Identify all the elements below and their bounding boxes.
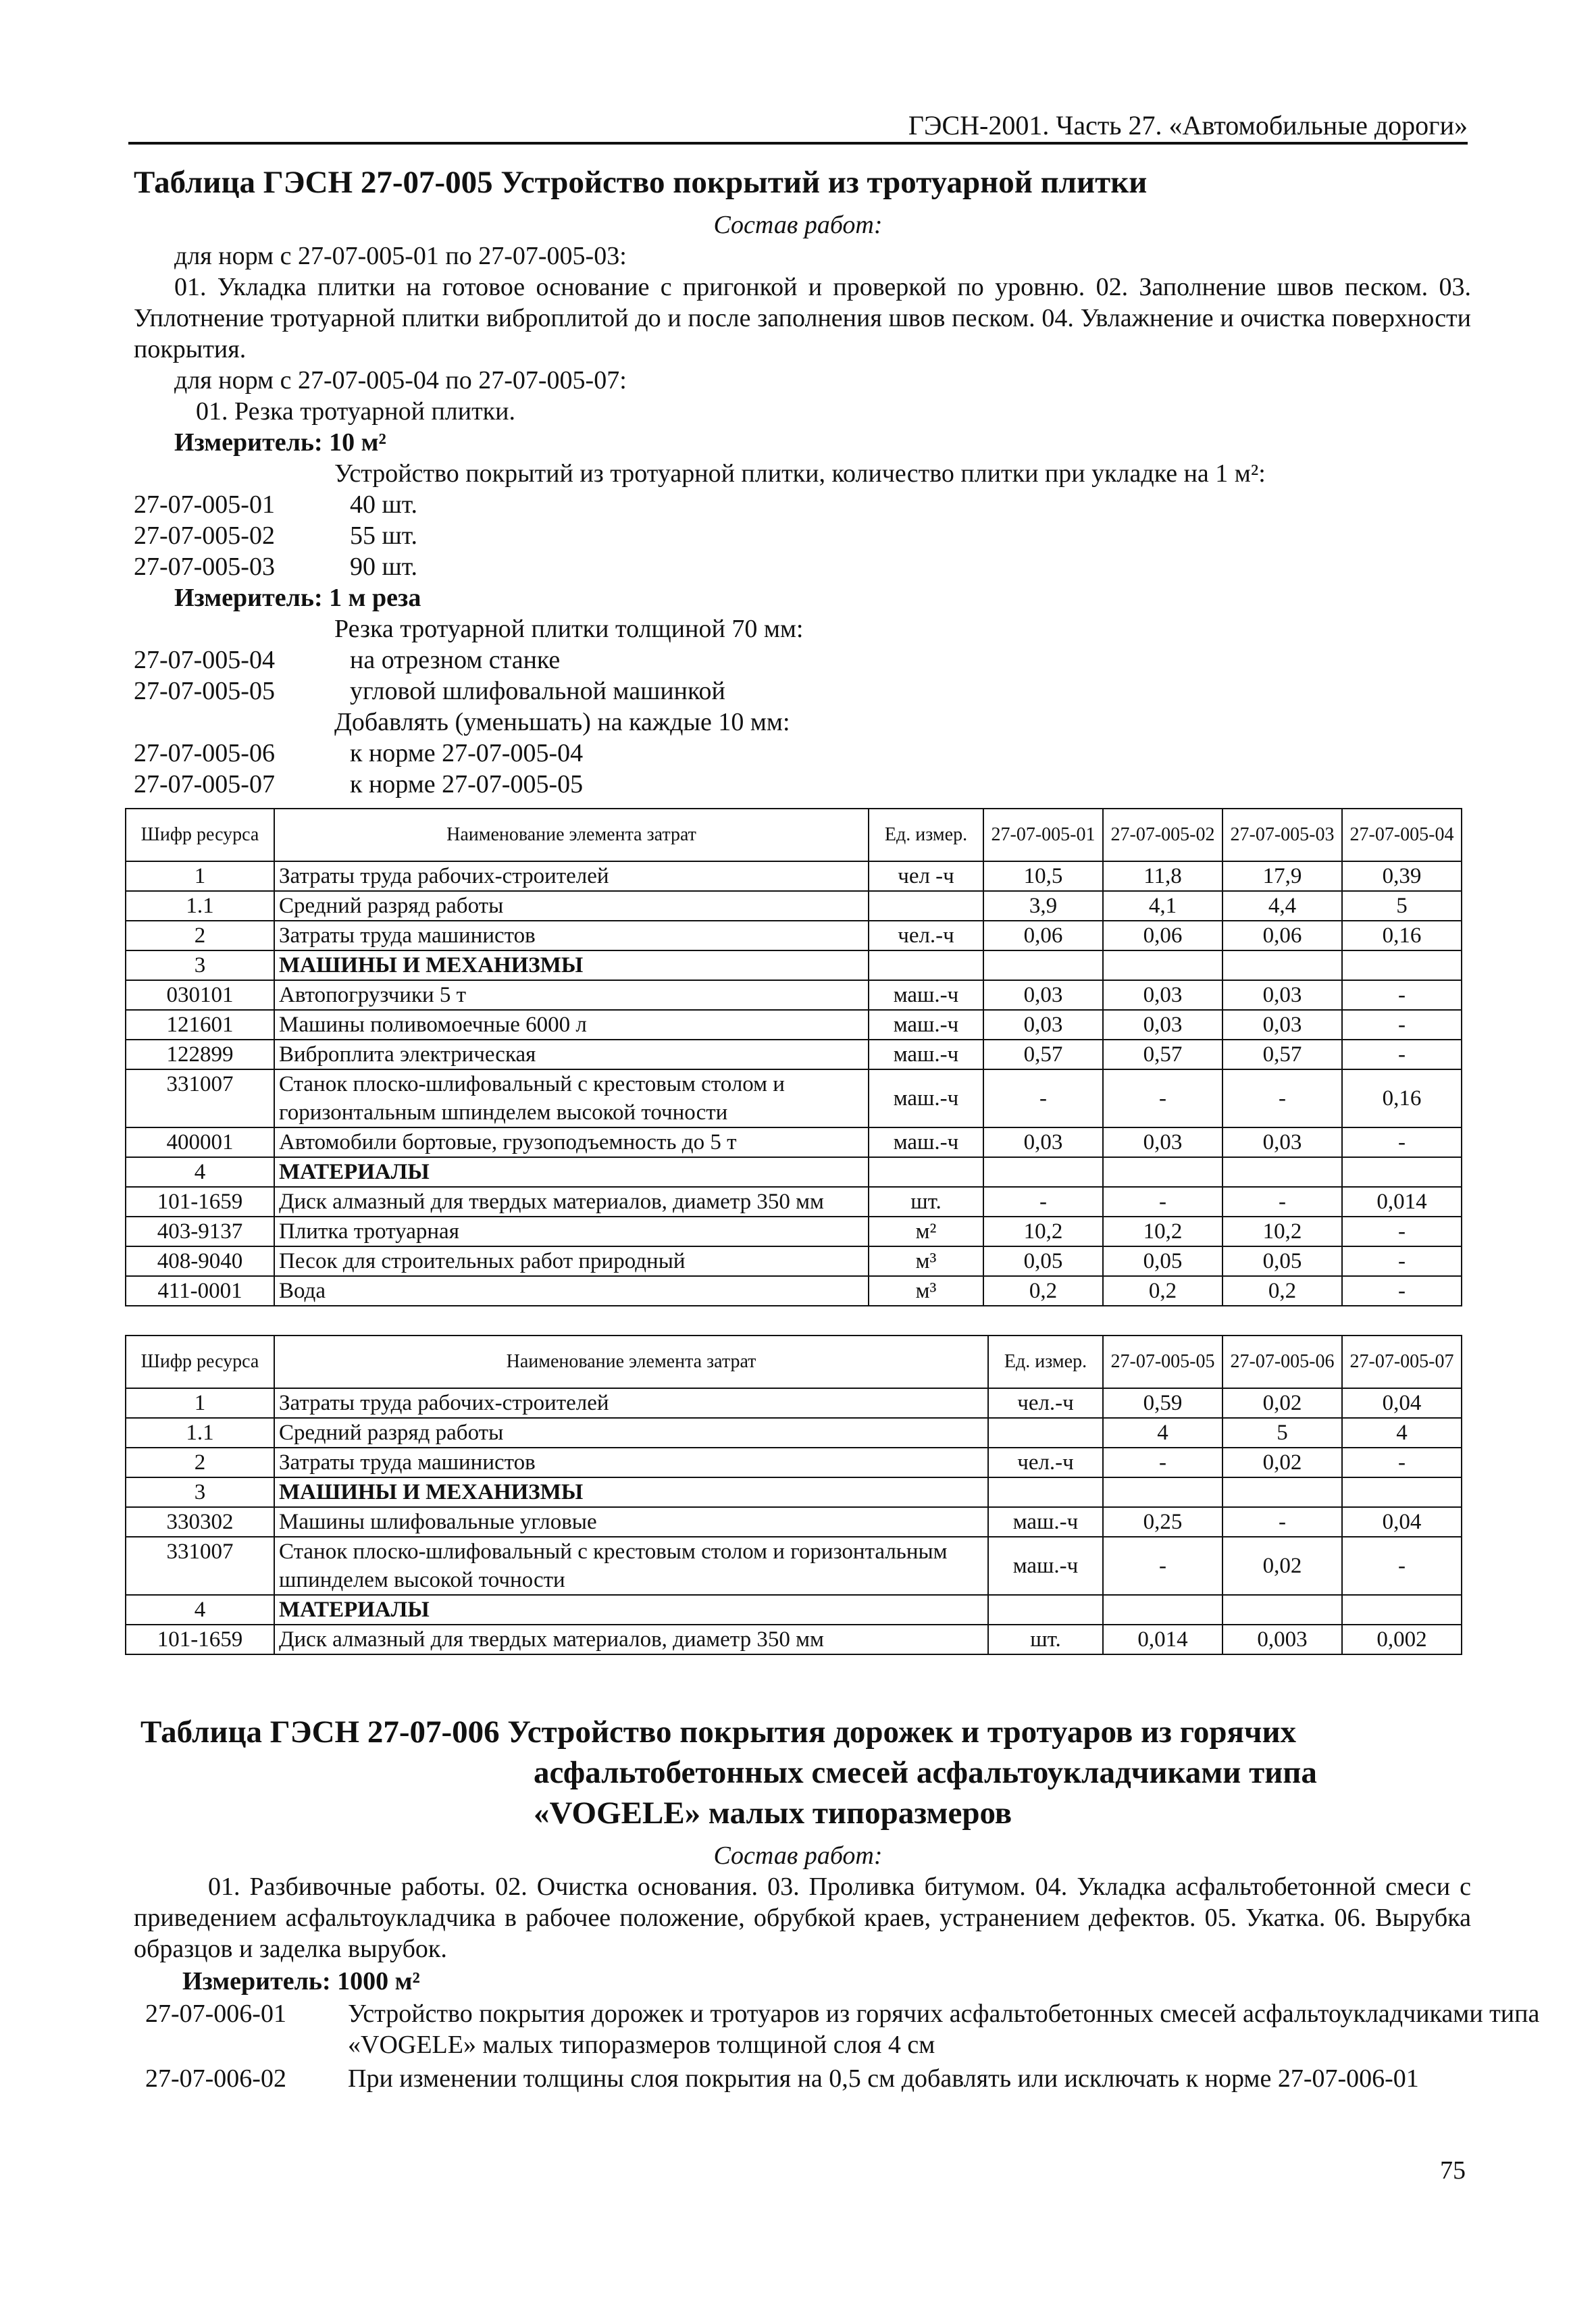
cell-code: 1	[126, 861, 274, 891]
cell-value: 10,2	[1103, 1217, 1222, 1246]
cell-value: 4,1	[1103, 891, 1222, 921]
norm-code: 27-07-005-03	[134, 553, 275, 581]
cell-code: 411-0001	[126, 1276, 274, 1306]
header-unit: Ед. измер.	[869, 809, 983, 861]
cell-code: 330302	[126, 1507, 274, 1537]
cell-value: 10,5	[983, 861, 1103, 891]
cell-unit	[869, 1157, 983, 1187]
header-norm: 27-07-005-01	[983, 809, 1103, 861]
cell-value: 0,2	[1103, 1276, 1222, 1306]
cell-name: Машины шлифовальные угловые	[274, 1507, 988, 1537]
norm-description: При изменении толщины слоя покрытия на 0,5 см добавлять или исключать к норме 27-07-006-01	[348, 2064, 1419, 2093]
cell-value: 0,03	[1103, 1010, 1222, 1040]
section-title-006-line3: «VOGELE» малых типоразмеров	[534, 1796, 1012, 1831]
table-body	[126, 1388, 1462, 1654]
header-norm: 27-07-005-05	[1103, 1336, 1222, 1388]
cell-value: -	[1342, 1010, 1462, 1040]
work-composition-caption: Состав работ:	[713, 1841, 883, 1870]
cell-value: 0,03	[1222, 1010, 1342, 1040]
cell-value: 3,9	[983, 891, 1103, 921]
cell-code: 121601	[126, 1010, 274, 1040]
cell-value	[1222, 1157, 1342, 1187]
table-row	[126, 1157, 1462, 1187]
cell-name: МАТЕРИАЛЫ	[274, 1157, 869, 1187]
cell-value: 0,02	[1222, 1537, 1342, 1595]
running-header: ГЭСН-2001. Часть 27. «Автомобильные дороги»	[908, 110, 1468, 141]
table-row	[126, 950, 1462, 980]
cell-code: 408-9040	[126, 1246, 274, 1276]
cell-unit: маш.-ч	[988, 1507, 1103, 1537]
norm-group-2-title: Резка тротуарной плитки толщиной 70 мм:	[334, 615, 804, 643]
cell-value: 0,2	[1222, 1276, 1342, 1306]
table-row	[126, 1595, 1462, 1625]
norms-range-a: для норм с 27-07-005-01 по 27-07-005-03:	[174, 242, 627, 270]
cell-value: 10,2	[1222, 1217, 1342, 1246]
norm-item	[145, 2063, 1596, 2131]
cell-code: 030101	[126, 980, 274, 1010]
table-row	[126, 891, 1462, 921]
cell-value: -	[1342, 980, 1462, 1010]
cell-name: Затраты труда машинистов	[274, 921, 869, 950]
cell-unit: маш.-ч	[988, 1537, 1103, 1595]
cell-value: 0,2	[983, 1276, 1103, 1306]
norm-description: 90 шт.	[350, 553, 418, 581]
norm-item	[134, 676, 725, 707]
cell-code: 331007	[126, 1069, 274, 1127]
cell-unit	[988, 1595, 1103, 1625]
cell-unit: чел.-ч	[869, 921, 983, 950]
cell-unit	[869, 891, 983, 921]
table-row	[126, 1040, 1462, 1069]
cell-name: Затраты труда рабочих-строителей	[274, 1388, 988, 1418]
cell-name: Песок для строительных работ природный	[274, 1246, 869, 1276]
table-row	[126, 1625, 1462, 1654]
cell-code: 1	[126, 1388, 274, 1418]
header-code: Шифр ресурса	[126, 809, 274, 861]
cell-value: 0,39	[1342, 861, 1462, 891]
work-list-a: 01. Укладка плитки на готовое основание с пригонкой и проверкой по уровню. 02. Заполнение швов песком. 03. Уплотнение тротуарной плитки виброплитой до и после заполнения швов песком. 04. Увлажнение и очистка поверхности покрытия.	[134, 273, 1471, 363]
cell-value: -	[1222, 1187, 1342, 1217]
norm-code: 27-07-005-05	[134, 677, 275, 705]
cell-value	[1103, 1595, 1222, 1625]
cell-value: -	[1342, 1246, 1462, 1276]
header-norm: 27-07-005-06	[1222, 1336, 1342, 1388]
cell-name: Виброплита электрическая	[274, 1040, 869, 1069]
page-number: 75	[1440, 2156, 1466, 2185]
norm-description: угловой шлифовальной машинкой	[350, 677, 725, 705]
cell-value: 0,16	[1342, 1069, 1462, 1127]
cell-value: 0,03	[1103, 980, 1222, 1010]
cell-value	[1103, 950, 1222, 980]
cell-value: 0,05	[1222, 1246, 1342, 1276]
cell-value: 0,59	[1103, 1388, 1222, 1418]
table-row	[126, 1217, 1462, 1246]
cell-code: 1.1	[126, 1418, 274, 1448]
norm-item	[134, 551, 417, 582]
header-rule	[128, 142, 1468, 145]
cell-value: 17,9	[1222, 861, 1342, 891]
cell-value	[1342, 950, 1462, 980]
cell-value: -	[1342, 1127, 1462, 1157]
cell-unit: м³	[869, 1246, 983, 1276]
norm-code: 27-07-005-07	[134, 770, 275, 798]
norm-group-3-title: Добавлять (уменьшать) на каждые 10 мм:	[334, 708, 790, 736]
cell-code: 400001	[126, 1127, 274, 1157]
cell-code: 101-1659	[126, 1625, 274, 1654]
cell-unit: чел.-ч	[988, 1448, 1103, 1477]
cell-value: 11,8	[1103, 861, 1222, 891]
section-title-006-line2: асфальтобетонных смесей асфальтоукладчиками типа	[534, 1755, 1317, 1790]
cell-code: 4	[126, 1157, 274, 1187]
norm-description: на отрезном станке	[350, 646, 561, 674]
header-code: Шифр ресурса	[126, 1336, 274, 1388]
cell-value: -	[1342, 1276, 1462, 1306]
cell-value: 0,03	[983, 1127, 1103, 1157]
cell-code: 122899	[126, 1040, 274, 1069]
norm-description: к норме 27-07-005-04	[350, 739, 584, 767]
norm-code: 27-07-005-01	[134, 490, 275, 519]
table-row	[126, 1127, 1462, 1157]
cell-code: 1.1	[126, 891, 274, 921]
norm-code: 27-07-006-02	[145, 2064, 286, 2093]
table-row	[126, 1069, 1462, 1127]
cell-name: Средний разряд работы	[274, 1418, 988, 1448]
cell-value: -	[1342, 1448, 1462, 1477]
measure-unit-1: Измеритель: 10 м²	[174, 428, 386, 457]
norm-item	[134, 738, 583, 769]
cell-name: МАШИНЫ И МЕХАНИЗМЫ	[274, 1477, 988, 1507]
section-title-005: Таблица ГЭСН 27-07-005 Устройство покрытий из тротуарной плитки	[134, 165, 1148, 200]
cell-name: Средний разряд работы	[274, 891, 869, 921]
cell-value: 0,014	[1342, 1187, 1462, 1217]
work-list-006: 01. Разбивочные работы. 02. Очистка основания. 03. Проливка битумом. 04. Укладка асфальтобетонной смеси с приведением асфальтоукладчика в рабочее положение, обрубкой краев, устранением дефектов. 05. Укатка. 06. Вырубка образцов и заделка вырубок.	[134, 1873, 1471, 1963]
table-row	[126, 1448, 1462, 1477]
header-name: Наименование элемента затрат	[274, 1336, 988, 1388]
table-row	[126, 1477, 1462, 1507]
cell-value: 0,014	[1103, 1625, 1222, 1654]
table-row	[126, 921, 1462, 950]
cell-value: 0,05	[1103, 1246, 1222, 1276]
measure-unit-2: Измеритель: 1 м реза	[174, 584, 421, 612]
cell-unit: шт.	[869, 1187, 983, 1217]
work-list-b: 01. Резка тротуарной плитки.	[196, 397, 515, 426]
cell-unit: маш.-ч	[869, 1040, 983, 1069]
cell-unit: маш.-ч	[869, 1069, 983, 1127]
cell-unit	[988, 1418, 1103, 1448]
norm-item	[134, 520, 417, 551]
norms-range-b: для норм с 27-07-005-04 по 27-07-005-07:	[174, 366, 627, 395]
norm-item	[134, 769, 583, 800]
norm-description: к норме 27-07-005-05	[350, 770, 584, 798]
cell-value: 0,05	[983, 1246, 1103, 1276]
cell-value: -	[1103, 1448, 1222, 1477]
cell-value: 0,03	[983, 980, 1103, 1010]
table-row	[126, 1418, 1462, 1448]
cell-value: -	[983, 1069, 1103, 1127]
cell-value	[1103, 1157, 1222, 1187]
cell-name: Станок плоско-шлифовальный с крестовым столом и горизонтальным шпинделем высокой точности	[274, 1537, 988, 1595]
cell-value: 5	[1222, 1418, 1342, 1448]
cell-value: 0,06	[983, 921, 1103, 950]
cell-value: 0,06	[1103, 921, 1222, 950]
cell-value: 0,16	[1342, 921, 1462, 950]
norm-description: Устройство покрытия дорожек и тротуаров из горячих асфальтобетонных смесей асфальтоукладчиками типа «VOGELE» малых типоразмеров толщиной слоя 4 см	[348, 2000, 1540, 2059]
table-row	[126, 1187, 1462, 1217]
cell-value	[1342, 1595, 1462, 1625]
cell-value: 0,003	[1222, 1625, 1342, 1654]
norm-code: 27-07-006-01	[145, 2000, 286, 2028]
cell-code: 2	[126, 921, 274, 950]
cell-value: -	[1342, 1040, 1462, 1069]
table-header-row	[126, 809, 1462, 861]
cell-code: 403-9137	[126, 1217, 274, 1246]
cell-value: 4	[1103, 1418, 1222, 1448]
cell-value	[1103, 1477, 1222, 1507]
table-row	[126, 1388, 1462, 1418]
cell-name: Диск алмазный для твердых материалов, диаметр 350 мм	[274, 1187, 869, 1217]
cell-value: 0,03	[983, 1010, 1103, 1040]
table-row	[126, 1537, 1462, 1595]
cell-unit: м²	[869, 1217, 983, 1246]
cell-value: 0,03	[1222, 980, 1342, 1010]
norm-description: 55 шт.	[350, 522, 418, 550]
header-norm: 27-07-005-04	[1342, 809, 1462, 861]
header-norm: 27-07-005-07	[1342, 1336, 1462, 1388]
cell-value: 0,57	[1103, 1040, 1222, 1069]
norm-item	[145, 1998, 1596, 2066]
cell-value: -	[1222, 1069, 1342, 1127]
cell-unit: чел -ч	[869, 861, 983, 891]
cell-value	[983, 950, 1103, 980]
cell-unit: чел.-ч	[988, 1388, 1103, 1418]
measure-unit-006: Измеритель: 1000 м²	[182, 1967, 420, 1996]
table-body	[126, 861, 1462, 1306]
cell-name: Диск алмазный для твердых материалов, диаметр 350 мм	[274, 1625, 988, 1654]
resource-table-2	[125, 1335, 1462, 1655]
cell-value: 0,04	[1342, 1388, 1462, 1418]
table-row	[126, 980, 1462, 1010]
cell-value: 10,2	[983, 1217, 1103, 1246]
cell-value	[1342, 1157, 1462, 1187]
cell-value: 0,02	[1222, 1448, 1342, 1477]
cell-name: Вода	[274, 1276, 869, 1306]
cell-name: Машины поливомоечные 6000 л	[274, 1010, 869, 1040]
cell-name: Затраты труда машинистов	[274, 1448, 988, 1477]
cell-unit: шт.	[988, 1625, 1103, 1654]
resource-table-1	[125, 808, 1462, 1306]
cell-value	[1342, 1477, 1462, 1507]
cell-value	[1222, 950, 1342, 980]
cell-code: 2	[126, 1448, 274, 1477]
cell-name: Автопогрузчики 5 т	[274, 980, 869, 1010]
cell-code: 101-1659	[126, 1187, 274, 1217]
cell-code: 3	[126, 1477, 274, 1507]
cell-value: 5	[1342, 891, 1462, 921]
cell-value: 0,002	[1342, 1625, 1462, 1654]
header-norm: 27-07-005-03	[1222, 809, 1342, 861]
table-row	[126, 1010, 1462, 1040]
table-row	[126, 861, 1462, 891]
norm-code: 27-07-005-02	[134, 522, 275, 550]
cell-value: 0,04	[1342, 1507, 1462, 1537]
cell-value: -	[1103, 1187, 1222, 1217]
cell-value: 0,57	[1222, 1040, 1342, 1069]
cell-name: Плитка тротуарная	[274, 1217, 869, 1246]
work-composition-caption: Состав работ:	[713, 211, 883, 239]
cell-value: 0,03	[1222, 1127, 1342, 1157]
cell-code: 4	[126, 1595, 274, 1625]
header-name: Наименование элемента затрат	[274, 809, 869, 861]
header-norm: 27-07-005-02	[1103, 809, 1222, 861]
cell-value: 4,4	[1222, 891, 1342, 921]
cell-name: МАШИНЫ И МЕХАНИЗМЫ	[274, 950, 869, 980]
cell-value: 0,02	[1222, 1388, 1342, 1418]
cell-value: -	[983, 1187, 1103, 1217]
norm-code: 27-07-005-04	[134, 646, 275, 674]
cell-unit	[988, 1477, 1103, 1507]
cell-value: 0,25	[1103, 1507, 1222, 1537]
cell-unit	[869, 950, 983, 980]
cell-value	[1222, 1595, 1342, 1625]
table-row	[126, 1507, 1462, 1537]
cell-value: -	[1342, 1217, 1462, 1246]
cell-name: Станок плоско-шлифовальный с крестовым столом и горизонтальным шпинделем высокой точности	[274, 1069, 869, 1127]
norm-item	[134, 644, 560, 676]
table-row	[126, 1276, 1462, 1306]
section-title-006-line1: Таблица ГЭСН 27-07-006 Устройство покрытия дорожек и тротуаров из горячих	[140, 1714, 1297, 1750]
cell-unit: м³	[869, 1276, 983, 1306]
cell-code: 331007	[126, 1537, 274, 1595]
cell-value	[1222, 1477, 1342, 1507]
cell-value	[983, 1157, 1103, 1187]
cell-value: -	[1342, 1537, 1462, 1595]
cell-name: Автомобили бортовые, грузоподъемность до 5 т	[274, 1127, 869, 1157]
cell-value: 0,06	[1222, 921, 1342, 950]
norm-item	[134, 489, 417, 520]
cell-name: Затраты труда рабочих-строителей	[274, 861, 869, 891]
norm-group-1-title: Устройство покрытий из тротуарной плитки, количество плитки при укладке на 1 м²:	[334, 459, 1266, 488]
cell-unit: маш.-ч	[869, 980, 983, 1010]
cell-value: -	[1103, 1537, 1222, 1595]
cell-value: -	[1222, 1507, 1342, 1537]
cell-value: 4	[1342, 1418, 1462, 1448]
cell-unit: маш.-ч	[869, 1010, 983, 1040]
table-header-row	[126, 1336, 1462, 1388]
header-unit: Ед. измер.	[988, 1336, 1103, 1388]
cell-name: МАТЕРИАЛЫ	[274, 1595, 988, 1625]
cell-unit: маш.-ч	[869, 1127, 983, 1157]
norm-code: 27-07-005-06	[134, 739, 275, 767]
cell-value: 0,57	[983, 1040, 1103, 1069]
table-row	[126, 1246, 1462, 1276]
norm-description: 40 шт.	[350, 490, 418, 519]
cell-value: 0,03	[1103, 1127, 1222, 1157]
cell-code: 3	[126, 950, 274, 980]
cell-value: -	[1103, 1069, 1222, 1127]
